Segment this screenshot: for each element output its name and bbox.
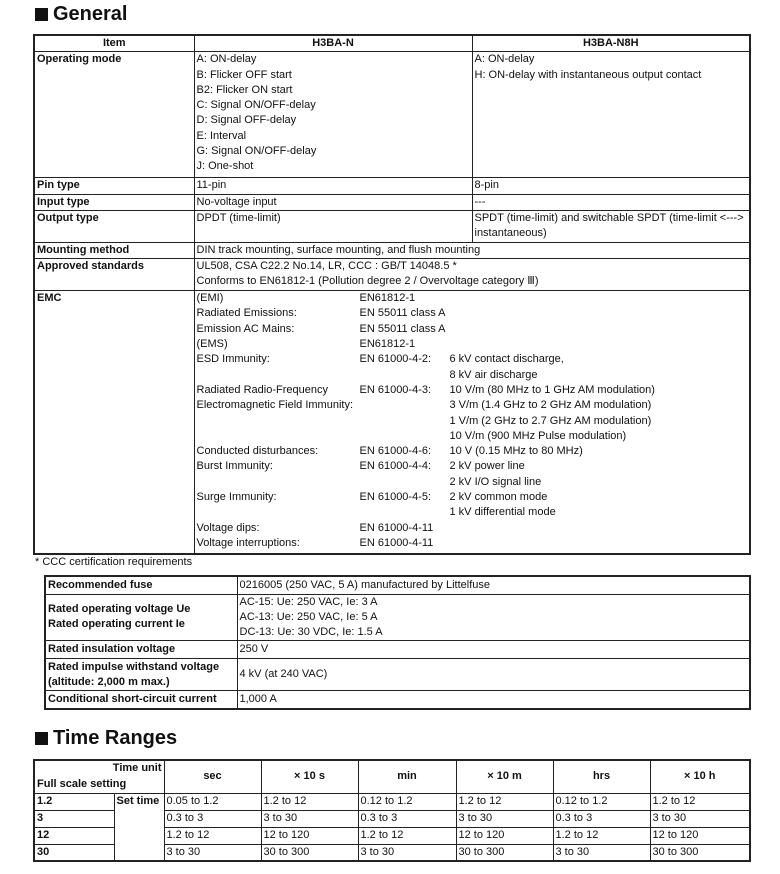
units-header-row xyxy=(34,760,750,793)
scale-cell: 1.2 xyxy=(34,793,114,810)
range-cell: 1.2 to 12 xyxy=(650,793,750,810)
impulse-label xyxy=(45,659,237,691)
emc-test-name: (EMI) xyxy=(196,292,224,305)
range-cell: 0.05 to 1.2 xyxy=(164,793,261,810)
emc-entry xyxy=(197,475,748,490)
standards-value xyxy=(194,259,750,291)
emc-standard: EN 61000-4-4: xyxy=(359,460,432,473)
operating-mode-n xyxy=(194,52,472,178)
voltage-label xyxy=(45,594,237,641)
emc-standard xyxy=(360,505,450,520)
insulation-value: 250 V xyxy=(237,641,750,659)
emc-entry xyxy=(197,444,748,459)
emc-test-name xyxy=(197,475,360,490)
emc-entry xyxy=(197,368,748,383)
general-table xyxy=(33,34,751,555)
impulse-label-line: (altitude: 2,000 m max.) xyxy=(48,675,170,688)
mode-line: H: ON-delay with instantaneous output contact xyxy=(474,68,702,81)
input-type-label: Input type xyxy=(34,194,194,210)
emc-test-name: Voltage dips: xyxy=(196,521,260,534)
unit-header: hrs xyxy=(553,760,650,793)
mode-line: B2: Flicker ON start xyxy=(196,83,293,96)
range-cell: 0.12 to 1.2 xyxy=(358,793,456,810)
short-circuit-row xyxy=(45,691,750,709)
standards-label: Approved standards xyxy=(34,259,194,291)
emc-standard: EN 61000-4-11 xyxy=(359,521,434,534)
emc-entry xyxy=(197,536,748,551)
pin-type-label: Pin type xyxy=(34,178,194,194)
emc-standard: EN 55011 class A xyxy=(359,322,446,335)
emc-entry xyxy=(197,521,748,536)
emc-level: 6 kV contact discharge, xyxy=(449,353,564,366)
emc-entry xyxy=(197,322,748,337)
pin-type-n8h: 8-pin xyxy=(472,178,750,194)
emc-standard: EN 55011 class A xyxy=(359,307,446,320)
range-cell: 3 to 30 xyxy=(553,844,650,861)
emc-test-name: ESD Immunity: xyxy=(196,353,270,366)
mounting-value: DIN track mounting, surface mounting, and flush mounting xyxy=(194,242,750,258)
heading-square-icon xyxy=(35,8,48,21)
operating-mode-row xyxy=(34,52,750,178)
emc-standard xyxy=(360,414,450,429)
standards-row xyxy=(34,259,750,291)
emc-level: 10 V/m (80 MHz to 1 GHz AM modulation) xyxy=(449,383,655,396)
impulse-row xyxy=(45,659,750,691)
insulation-row xyxy=(45,641,750,659)
emc-test-name xyxy=(197,368,360,383)
header-row xyxy=(34,35,750,52)
range-cell: 30 to 300 xyxy=(650,844,750,861)
operating-mode-label: Operating mode xyxy=(34,52,194,178)
emc-level: 2 kV I/O signal line xyxy=(449,475,542,488)
range-cell: 12 to 120 xyxy=(650,827,750,844)
pin-type-n: 11-pin xyxy=(194,178,472,194)
emc-test-name: (EMS) xyxy=(196,338,228,351)
voltage-value xyxy=(237,594,750,641)
range-cell: 30 to 300 xyxy=(456,844,553,861)
ccc-footnote: * CCC certification requirements xyxy=(35,556,193,568)
range-cell: 0.3 to 3 xyxy=(358,810,456,827)
scale-cell: 30 xyxy=(34,844,114,861)
input-type-n8h: --- xyxy=(472,194,750,210)
emc-test-name: Burst Immunity: xyxy=(196,460,273,473)
voltage-value-line: AC-13: Ue: 250 VAC, Ie: 5 A xyxy=(239,610,378,623)
mounting-label: Mounting method xyxy=(34,242,194,258)
emc-standard xyxy=(360,429,450,444)
voltage-value-line: AC-15: Ue: 250 VAC, Ie: 3 A xyxy=(239,595,378,608)
operating-mode-n8h xyxy=(472,52,750,178)
range-cell: 12 to 120 xyxy=(456,827,553,844)
mounting-row xyxy=(34,242,750,258)
emc-standard xyxy=(360,475,450,490)
emc-entry xyxy=(197,398,748,413)
range-cell: 12 to 120 xyxy=(261,827,358,844)
range-cell: 0.3 to 3 xyxy=(553,810,650,827)
emc-entry xyxy=(197,291,748,306)
output-type-n8h xyxy=(472,210,750,242)
short-circuit-value: 1,000 A xyxy=(237,691,750,709)
general-heading xyxy=(35,2,127,26)
range-cell: 3 to 30 xyxy=(261,810,358,827)
col-header-item: Item xyxy=(34,35,194,52)
fuse-label: Recommended fuse xyxy=(45,576,237,594)
range-cell: 0.3 to 3 xyxy=(164,810,261,827)
emc-level: 10 V (0.15 MHz to 80 MHz) xyxy=(449,445,583,458)
range-cell: 1.2 to 12 xyxy=(164,827,261,844)
input-type-row xyxy=(34,194,750,210)
scale-cell: 12 xyxy=(34,827,114,844)
emc-test-name xyxy=(197,429,360,444)
corner-header xyxy=(34,760,164,793)
output-type-n8h-line: SPDT (time-limit) and switchable SPDT (time-limit <---> xyxy=(474,211,744,224)
heading-square-icon xyxy=(35,732,48,745)
impulse-value: 4 kV (at 240 VAC) xyxy=(237,659,750,691)
standards-line: Conforms to EN61812-1 (Pollution degree 2 / Overvoltage category Ⅲ) xyxy=(196,275,539,288)
pin-type-row xyxy=(34,178,750,194)
range-cell: 3 to 30 xyxy=(164,844,261,861)
emc-test-name: Radiated Radio-Frequency xyxy=(196,383,328,396)
mode-line: D: Signal OFF-delay xyxy=(196,114,297,127)
unit-header: min xyxy=(358,760,456,793)
unit-header: × 10 s xyxy=(261,760,358,793)
emc-standard: EN 61000-4-6: xyxy=(359,445,432,458)
emc-entry xyxy=(197,459,748,474)
fuse-row xyxy=(45,576,750,594)
insulation-label: Rated insulation voltage xyxy=(45,641,237,659)
emc-level xyxy=(450,337,748,352)
emc-entry xyxy=(197,490,748,505)
range-cell: 1.2 to 12 xyxy=(456,793,553,810)
emc-level: 2 kV power line xyxy=(449,460,525,473)
emc-test-name: Radiated Emissions: xyxy=(196,307,297,320)
range-cell: 3 to 30 xyxy=(358,844,456,861)
current-label-line: Rated operating current Ie xyxy=(48,618,185,631)
emc-entry xyxy=(197,383,748,398)
time-ranges-heading xyxy=(35,726,177,750)
range-cell: 1.2 to 12 xyxy=(358,827,456,844)
mode-line: J: One-shot xyxy=(196,160,254,173)
output-type-row xyxy=(34,210,750,242)
range-cell: 1.2 to 12 xyxy=(553,827,650,844)
range-cell: 3 to 30 xyxy=(456,810,553,827)
col-header-h3ba-n: H3BA-N xyxy=(194,35,472,52)
emc-standard: EN 61000-4-5: xyxy=(359,491,432,504)
emc-test-name xyxy=(197,505,360,520)
emc-entry xyxy=(197,337,748,352)
emc-entry xyxy=(197,306,748,321)
emc-value xyxy=(194,291,750,555)
emc-row xyxy=(34,291,750,555)
output-type-label: Output type xyxy=(34,210,194,242)
general-title: General xyxy=(53,3,128,25)
voltage-row xyxy=(45,594,750,641)
emc-label: EMC xyxy=(34,291,194,555)
emc-level xyxy=(450,536,748,551)
time-row xyxy=(34,793,750,810)
emc-standard: EN61812-1 xyxy=(359,338,416,351)
mode-line: A: ON-delay xyxy=(196,53,257,66)
emc-test-name: Electromagnetic Field Immunity: xyxy=(196,399,353,412)
short-circuit-label: Conditional short-circuit current xyxy=(45,691,237,709)
emc-level: 10 V/m (900 MHz Pulse modulation) xyxy=(449,429,627,442)
time-ranges-table xyxy=(33,759,751,862)
emc-standard: EN61812-1 xyxy=(359,292,416,305)
range-cell: 3 to 30 xyxy=(650,810,750,827)
mode-line: G: Signal ON/OFF-delay xyxy=(196,145,317,158)
input-type-n: No-voltage input xyxy=(194,194,472,210)
voltage-value-line: DC-13: Ue: 30 VDC, Ie: 1.5 A xyxy=(239,626,383,639)
emc-test-name: Emission AC Mains: xyxy=(196,322,295,335)
impulse-label-line: Rated impulse withstand voltage xyxy=(48,660,220,673)
emc-standard xyxy=(360,368,450,383)
standards-line: UL508, CSA C22.2 No.14, LR, CCC : GB/T 14048.5 * xyxy=(196,260,457,273)
output-type-n: DPDT (time-limit) xyxy=(194,210,472,242)
col-header-h3ba-n8h: H3BA-N8H xyxy=(472,35,750,52)
emc-test-name: Voltage interruptions: xyxy=(196,536,300,549)
emc-standard: EN 61000-4-3: xyxy=(359,383,432,396)
emc-level xyxy=(450,521,748,536)
emc-test-name xyxy=(197,414,360,429)
range-cell: 30 to 300 xyxy=(261,844,358,861)
emc-level xyxy=(450,306,748,321)
emc-level: 3 V/m (1.4 GHz to 2 GHz AM modulation) xyxy=(449,399,652,412)
emc-level: 1 V/m (2 GHz to 2.7 GHz AM modulation) xyxy=(449,414,652,427)
emc-level: 8 kV air discharge xyxy=(449,368,538,381)
emc-standard xyxy=(360,398,450,413)
emc-level: 1 kV differential mode xyxy=(449,506,556,519)
emc-standard: EN 61000-4-2: xyxy=(359,353,432,366)
emc-test-name: Surge Immunity: xyxy=(196,491,277,504)
emc-level xyxy=(450,322,748,337)
emc-level xyxy=(450,291,748,306)
emc-level: 2 kV common mode xyxy=(449,491,548,504)
mode-line: C: Signal ON/OFF-delay xyxy=(196,99,316,112)
unit-header: sec xyxy=(164,760,261,793)
ratings-table xyxy=(44,575,751,710)
range-cell: 1.2 to 12 xyxy=(261,793,358,810)
emc-entry xyxy=(197,505,748,520)
unit-header: × 10 m xyxy=(456,760,553,793)
mode-line: B: Flicker OFF start xyxy=(196,68,292,81)
emc-list xyxy=(197,291,748,551)
time-ranges-title: Time Ranges xyxy=(53,727,178,749)
emc-standard: EN 61000-4-11 xyxy=(359,536,434,549)
time-unit-label: Time unit xyxy=(112,762,162,775)
fuse-value: 0216005 (250 VAC, 5 A) manufactured by Littelfuse xyxy=(237,576,750,594)
emc-entry xyxy=(197,414,748,429)
scale-cell: 3 xyxy=(34,810,114,827)
output-type-n8h-line: instantaneous) xyxy=(474,227,547,240)
voltage-label-line: Rated operating voltage Ue xyxy=(48,603,191,616)
full-scale-label: Full scale setting xyxy=(37,777,127,790)
mode-line: A: ON-delay xyxy=(474,53,535,66)
unit-header: × 10 h xyxy=(650,760,750,793)
emc-test-name: Conducted disturbances: xyxy=(196,445,319,458)
mode-line: E: Interval xyxy=(196,129,247,142)
set-time-label: Set time xyxy=(114,793,164,861)
emc-entry xyxy=(197,352,748,367)
emc-entry xyxy=(197,429,748,444)
range-cell: 0.12 to 1.2 xyxy=(553,793,650,810)
